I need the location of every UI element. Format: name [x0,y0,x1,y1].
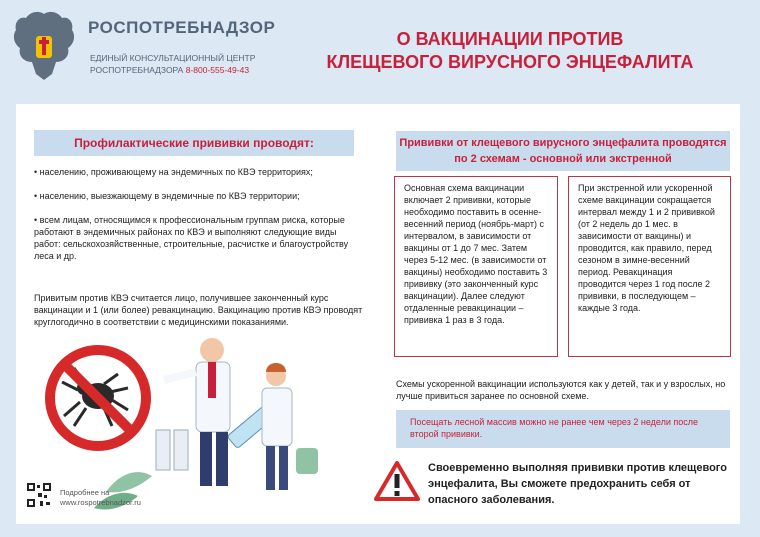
schemes-note: Схемы ускоренной вакцинации используются как у детей, так и у взрослых, но лучше привиться заранее по основной схеме. [396,379,726,401]
content-panel [16,104,740,524]
forest-visit-note: Посещать лесной массив можно не ранее чем через 2 недели после второй прививки. [396,410,730,448]
consult-center-line2: РОСПОТРЕБНАДЗОРА [90,65,184,75]
bullet-travelers: • населению, выезжающему в эндемичные по КВЭ территории; [34,191,300,201]
double-headed-eagle-icon [10,6,78,86]
hotline-phone: 8-800-555-49-43 [185,65,250,75]
left-heading: Профилактические прививки проводят: [34,130,354,156]
website-link[interactable]: www.rospotrebnadzor.ru [60,498,141,507]
consult-center-line2-wrap [90,64,255,76]
qr-code-icon [26,482,52,508]
page-title [300,28,720,74]
header [0,0,760,100]
page-title-line1: О ВАКЦИНАЦИИ ПРОТИВ [396,29,624,49]
more-info [60,488,141,508]
org-name: РОСПОТРЕБНАДЗОР [88,18,276,37]
scheme-main-box: Основная схема вакцинации включает 2 прививки, которые необходимо поставить в осенне-весенний период (ноябрь-март) с интервалом, в зависимости от вакцины от 1 до 7 мес. Затем через 5-12 мес. (в зависимости от вакцины) необходимо поставить 3 прививку (это законченный курс вакцинации). Далее следуют отдаленные ревакцинации – прививка 1 раз в 3 года. [394,176,558,357]
bullet-risk-groups: • всем лицам, относящимся к профессиональным группам риска, которые работают в эндемичных районах по КВЭ и выполняют следующие виды работ: сельскохозяйственные, строительные, расчистке и благоустройству леса и др. [34,215,349,261]
consult-center [90,52,255,76]
vaccinated-definition: Привитым против КВЭ считается лицо, получившее законченный курс вакцинации и 1 (или более) ревакцинацию. Вакцинацию против КВЭ проводят круглогодично в соответствии с медицинскими показаниями. [34,293,363,327]
warning-text: Своевременно выполняя прививки против клещевого энцефалита, Вы сможете предохранить себя от опасного заболевания. [428,462,727,506]
scheme-fast-box: При экстренной или ускоренной схеме вакцинации сокращается интервал между 1 и 2 прививкой (от 2 недель до 1 мес. в зависимости от вакцины) и проводится, как правило, перед сезоном в зимне-весенний период. Ревакцинация проводится через 1 год после 2 прививки, в последующем – каждые 3 года. [568,176,731,357]
bullet-residents: • населению, проживающему на эндемичных по КВЭ территориях; [34,167,313,177]
warning-triangle-icon [374,460,420,502]
consult-center-line1: ЕДИНЫЙ КОНСУЛЬТАЦИОННЫЙ ЦЕНТР [90,53,256,63]
page-title-line2: КЛЕЩЕВОГО ВИРУСНОГО ЭНЦЕФАЛИТА [326,52,694,72]
right-heading: Прививки от клещевого вирусного энцефалита проводятся по 2 схемам - основной или экстренной [396,131,730,171]
more-info-label: Подробнее на [60,488,110,497]
